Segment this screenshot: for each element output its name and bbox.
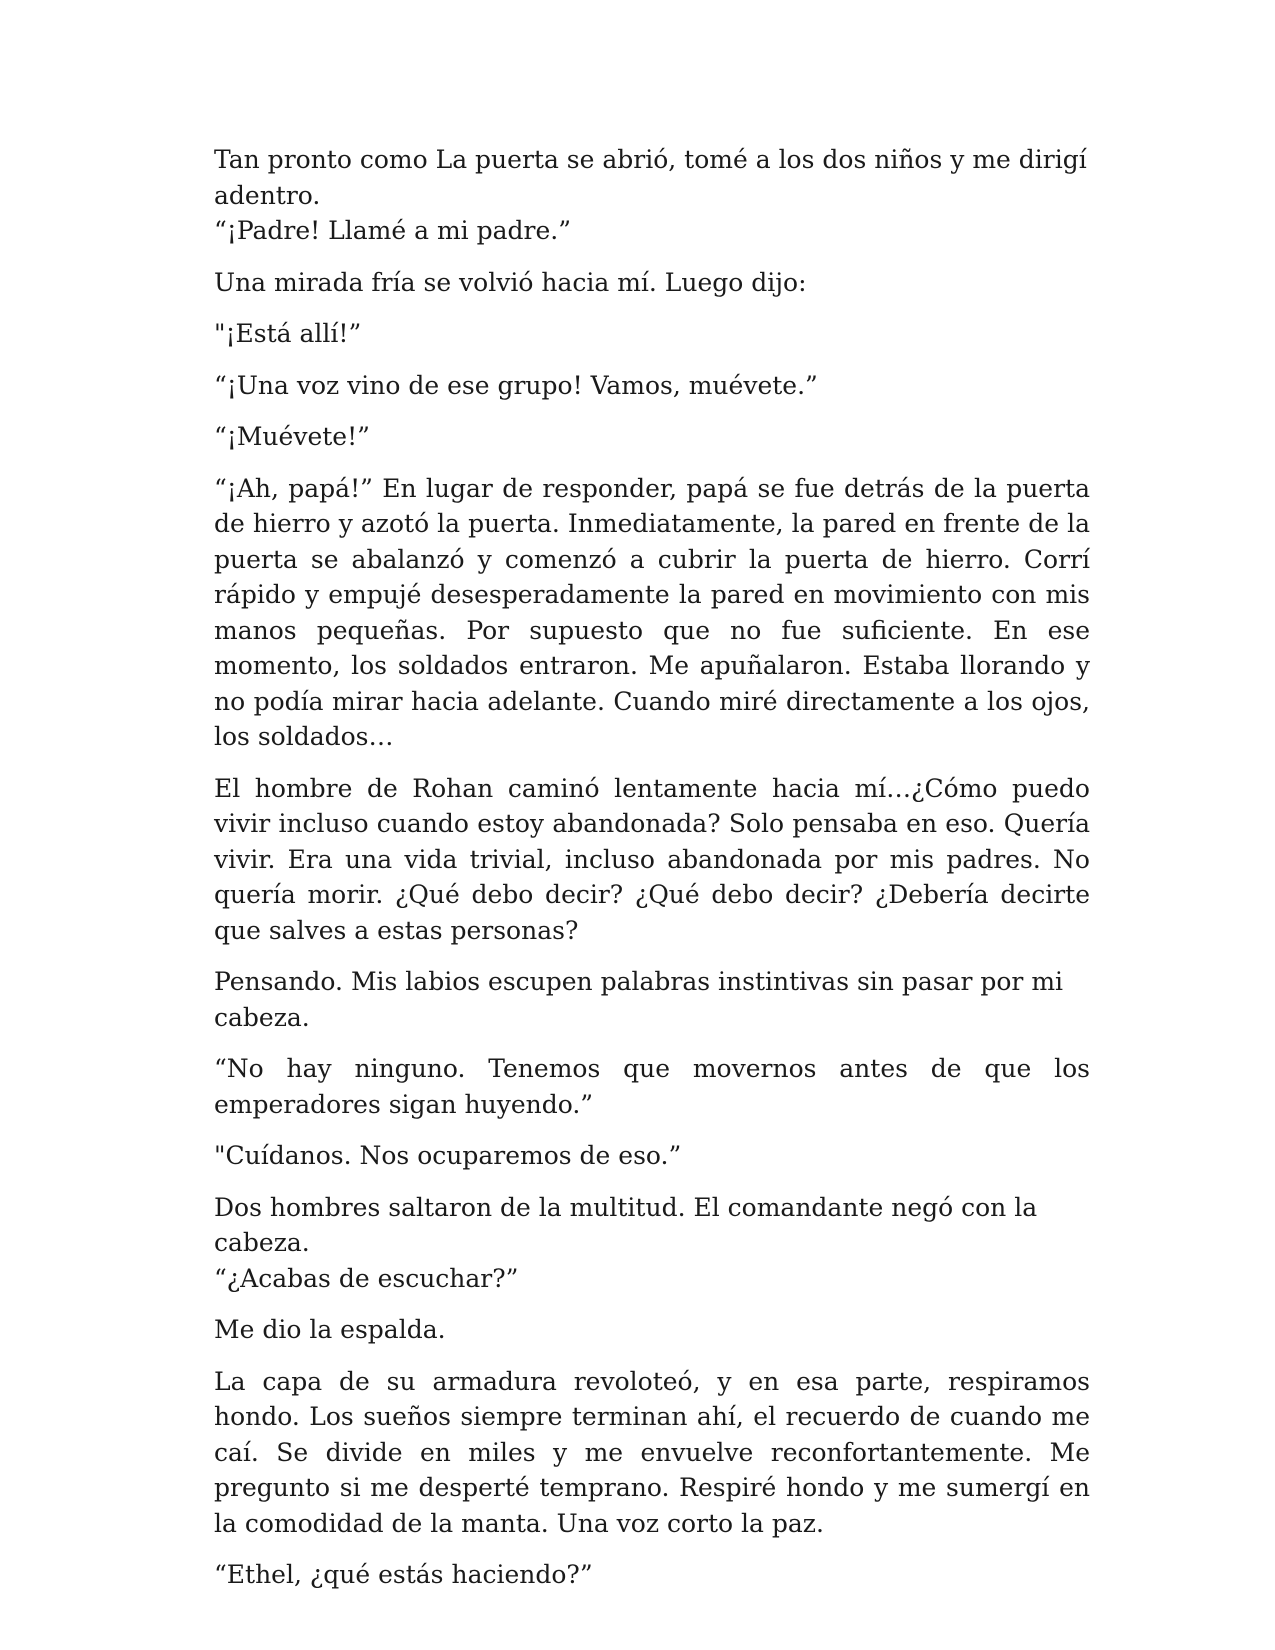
paragraph-14-line-1: “Ethel, ¿qué estás haciendo?”	[214, 1560, 593, 1589]
paragraph-4	[214, 368, 1090, 404]
document-page	[214, 142, 1090, 1609]
paragraph-11-line-2: “¿Acabas de escuchar?”	[214, 1263, 519, 1293]
paragraph-12	[214, 1312, 1090, 1348]
paragraph-2-line-1: Una mirada fría se volvió hacia mí. Luego dijo:	[214, 267, 807, 297]
paragraph-11-line-1: Dos hombres saltaron de la multitud. El comandante negó con la cabeza.	[214, 1192, 1038, 1257]
paragraph-7: El hombre de Rohan caminó lentamente hacia mí…¿Cómo puedo vivir incluso cuando estoy abandonada? Solo pensaba en eso. Quería vivir. Era una vida trivial, incluso abandonada por mis padres. No quería morir. ¿Qué debo decir? ¿Qué debo decir? ¿Debería decirte que salves a estas personas?	[214, 773, 1090, 945]
paragraph-8-line-1: Pensando. Mis labios escupen palabras instintivas sin pasar por mi cabeza.	[214, 967, 1064, 1032]
paragraph-13: La capa de su armadura revoloteó, y en esa parte, respiramos hondo. Los sueños siempre terminan ahí, el recuerdo de cuando me caí. Se divide en miles y me envuelve reconfortantemente. Me pregunto si me desperté temprano. Respiré hondo y me sumergí en la comodidad de la manta. Una voz corto la paz.	[214, 1366, 1090, 1538]
paragraph-1	[214, 142, 1090, 249]
paragraph-8	[214, 964, 1090, 1035]
paragraph-3-line-1: "¡Está allí!”	[214, 319, 362, 348]
paragraph-9: “No hay ninguno. Tenemos que movernos antes de que los emperadores sigan huyendo.”	[214, 1054, 1090, 1119]
paragraph-12-line-1: Me dio la espalda.	[214, 1315, 446, 1344]
paragraph-11	[214, 1190, 1090, 1297]
paragraph-10	[214, 1138, 1090, 1174]
paragraph-2	[214, 265, 1090, 301]
paragraph-6: “¡Ah, papá!” En lugar de responder, papá se fue detrás de la puerta de hierro y azotó la puerta. Inmediatamente, la pared en frente de la puerta se abalanzó y comenzó a cubrir la puerta de hierro. Corrí rápido y empujé desesperadamente la pared en movimiento con mis manos pequeñas. Por supuesto que no fue suficiente. En ese momento, los soldados entraron. Me apuñalaron. Estaba llorando y no podía mirar hacia adelante. Cuando miré directamente a los ojos, los soldados…	[214, 473, 1090, 751]
paragraph-10-line-1: "Cuídanos. Nos ocuparemos de eso.”	[214, 1141, 682, 1170]
paragraph-5-line-1: “¡Muévete!”	[214, 422, 370, 451]
paragraph-4-line-1: “¡Una voz vino de ese grupo! Vamos, muévete.”	[214, 370, 818, 400]
paragraph-1-line-1: Tan pronto como La puerta se abrió, tomé a los dos niños y me dirigí adentro.	[214, 145, 1087, 210]
paragraph-1-line-2: “¡Padre! Llamé a mi padre.”	[214, 216, 572, 245]
paragraph-5	[214, 419, 1090, 455]
paragraph-14	[214, 1557, 1090, 1593]
paragraph-3	[214, 316, 1090, 352]
